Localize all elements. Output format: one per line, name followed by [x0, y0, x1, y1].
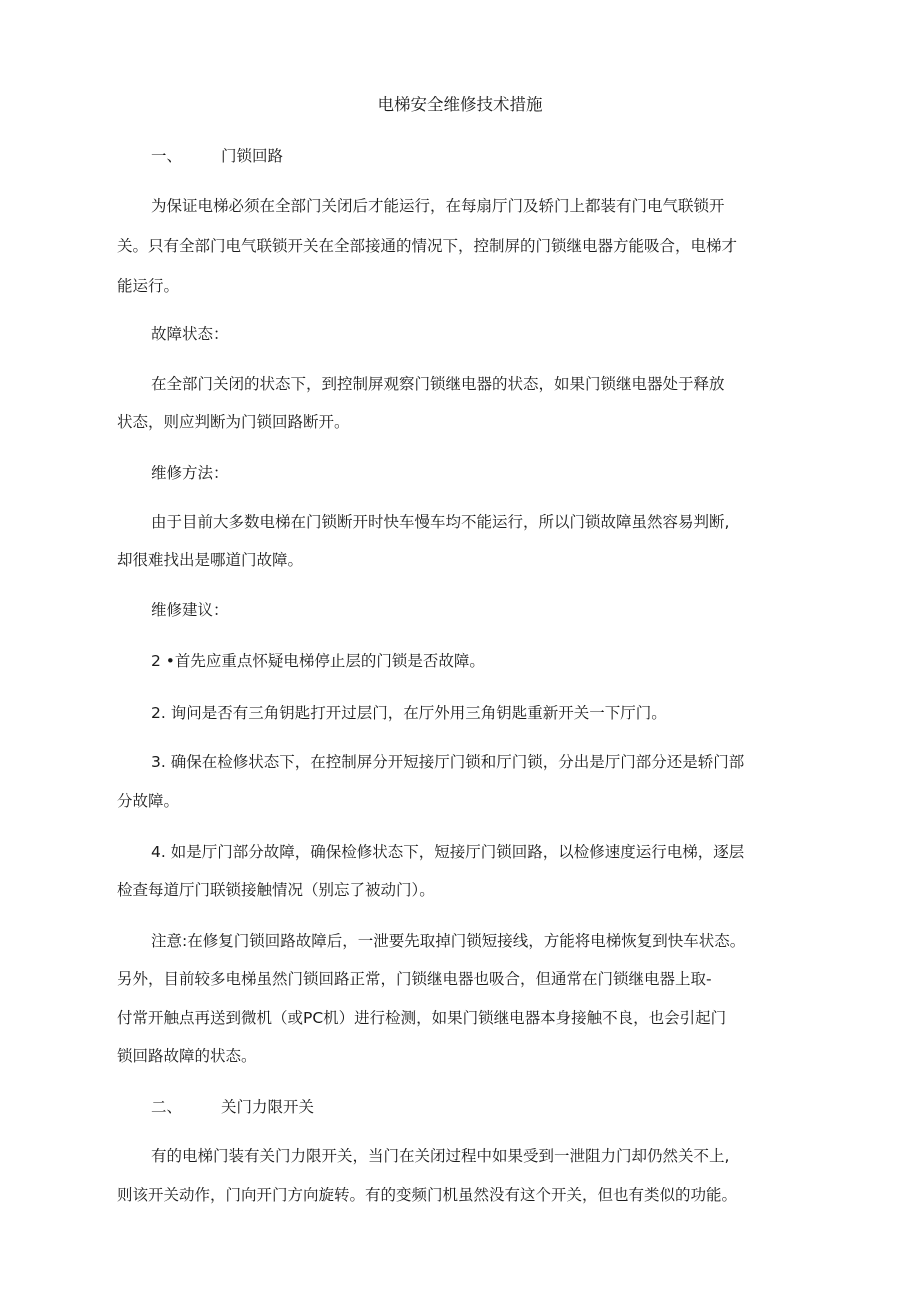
- advice-item-2: 2. 询问是否有三角钥匙打开过层门，在厅外用三角钥匙重新开关一下厅门。: [151, 704, 667, 722]
- section-1-number: 一、: [151, 147, 183, 165]
- intro-line-1: 为保证电梯必须在全部门关闭后才能运行，在每扇厅门及轿门上都装有门电气联锁开: [151, 197, 725, 215]
- advice-item-3-line-2: 分故障。: [117, 792, 180, 810]
- intro-line-3: 能运行。: [117, 277, 180, 295]
- document-title: 电梯安全维修技术措施: [377, 95, 543, 114]
- section-1-heading: 门锁回路: [221, 147, 284, 165]
- advice-label: 维修建议：: [151, 601, 229, 619]
- section-2-number: 二、: [151, 1098, 183, 1116]
- advice-item-4-line-2: 检查每道厅门联锁接触情况（别忘了被动门）。: [117, 881, 435, 899]
- advice-item-1: 2 •首先应重点怀疑电梯停止层的门锁是否故障。: [151, 652, 485, 670]
- section-2-line-2: 则该开关动作，门向开门方向旋转。有的变频门机虽然没有这个开关，但也有类似的功能。: [117, 1186, 738, 1204]
- note-line-2: 另外，目前较多电梯虽然门锁回路正常，门锁继电器也吸合，但通常在门锁继电器上取-: [117, 970, 712, 988]
- note-line-4: 锁回路故障的状态。: [117, 1047, 257, 1065]
- note-line-1: 注意:在修复门锁回路故障后，一泄要先取掉门锁短接线，方能将电梯恢复到快车状态。: [151, 932, 746, 950]
- section-2-line-1: 有的电梯门装有关门力限开关，当门在关闭过程中如果受到一泄阻力门却仍然关不上,: [151, 1147, 730, 1165]
- fault-label: 故障状态：: [151, 325, 229, 343]
- fault-line-2: 状态，则应判断为门锁回路断开。: [117, 413, 350, 431]
- advice-item-4-line-1: 4. 如是厅门部分故障，确保检修状态下，短接厅门锁回路，以检修速度运行电梯，逐层: [151, 843, 745, 861]
- note-line-3: 付常开触点再送到微机（或PC机）进行检测，如果门锁继电器本身接触不良，也会引起门: [117, 1009, 727, 1027]
- intro-line-2: 关。只有全部门电气联锁开关在全部接通的情况下，控制屏的门锁继电器方能吸合，电梯才: [117, 237, 738, 255]
- advice-item-3-line-1: 3. 确保在检修状态下，在控制屏分开短接厅门锁和厅门锁，分出是厅门部分还是轿门部: [151, 753, 745, 771]
- method-label: 维修方法：: [151, 464, 229, 482]
- section-2-heading: 关门力限开关: [221, 1098, 315, 1116]
- method-line-2: 却很难找出是哪道门故障。: [117, 551, 304, 569]
- fault-line-1: 在全部门关闭的状态下，到控制屏观察门锁继电器的状态，如果门锁继电器处于释放: [151, 375, 725, 393]
- method-line-1: 由于目前大多数电梯在门锁断开时快车慢车均不能运行，所以门锁故障虽然容易判断,: [151, 513, 730, 531]
